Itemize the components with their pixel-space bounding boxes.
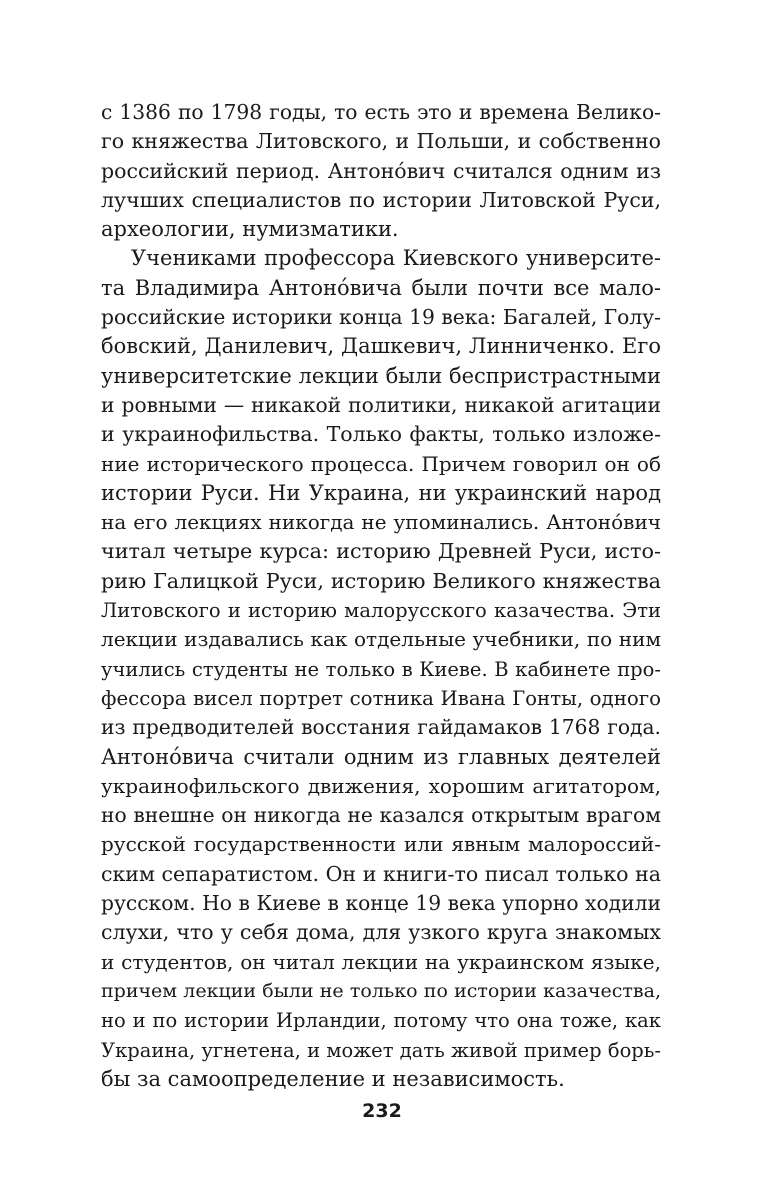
text-line: истории Руси. Ни Украина, ни украинский народ: [101, 480, 661, 505]
text-line: читал четыре курса: историю Древней Руси, исто-: [101, 539, 661, 564]
text-line: но и по истории Ирландии, потому что она тоже, как: [101, 1009, 661, 1033]
text-line: и студентов, он читал лекции на украинском языке,: [101, 949, 661, 974]
text-line: Литовского и историю малорусского казачества. Эти: [101, 599, 661, 623]
text-line: го княжества Литовского, и Польши, и собственно: [101, 129, 661, 154]
text-line: Украина, угнетена, и может дать живой пример борь-: [101, 1038, 661, 1062]
text-line: украинофильского движения, хорошим агитатором,: [101, 773, 661, 798]
text-line: ние исторического процесса. Причем говорил он об: [101, 451, 661, 476]
text-line: и украинофильства. Только факты, только изложе-: [101, 422, 661, 447]
page-number: 232: [362, 1100, 402, 1122]
text-line: Антоно́вича считали одним из главных деятелей: [101, 744, 661, 769]
text-line: лучших специалистов по истории Литовской Руси,: [101, 187, 661, 212]
text-line: с 1386 по 1798 годы, то есть это и времена Велико-: [101, 100, 661, 124]
text-line: ским сепаратистом. Он и книги-то писал только на: [101, 861, 661, 886]
text-line: учились студенты не только в Киеве. В кабинете про-: [101, 657, 661, 681]
text-line: из предводителей восстания гайдамаков 1768 года.: [101, 715, 661, 740]
text-line: российские историки конца 19 века: Багалей, Голу-: [101, 305, 661, 330]
text-line: бовский, Данилевич, Дашкевич, Линниченко. Его: [101, 334, 661, 359]
paragraph: [101, 98, 661, 244]
text-line: фессора висел портрет сотника Ивана Гонты, одного: [101, 686, 661, 710]
text-line: на его лекциях никогда не упоминались. Антоно́вич: [101, 510, 661, 535]
text-line: причем лекции были не только по истории казачества,: [101, 979, 661, 1002]
text-line: российский период. Антоно́вич считался одним из: [101, 158, 661, 183]
text-line: русской государственности или явным малороссий-: [101, 832, 661, 857]
text-line: русском. Но в Киеве в конце 19 века упорно ходили: [101, 891, 661, 916]
text-line: слухи, что у себя дома, для узкого круга знакомых: [101, 920, 661, 945]
text-line: археологии, нумизматики.: [101, 217, 399, 242]
paragraph: [101, 244, 661, 1094]
text-line: лекции издавались как отдельные учебники, по ним: [101, 627, 661, 652]
text-line: та Владимира Антоно́вича были почти все мало-: [101, 275, 661, 300]
body-text: [101, 98, 661, 1094]
text-line: рию Галицкой Руси, историю Великого княжества: [101, 568, 661, 593]
text-line: Учениками профессора Киевского университе-: [131, 246, 661, 271]
text-line: университетские лекции были беспристрастными: [101, 363, 661, 388]
text-line: и ровными — никакой политики, никакой агитации: [101, 392, 661, 417]
text-line: бы за самоопределение и независимость.: [101, 1066, 565, 1091]
text-line: но внешне он никогда не казался открытым врагом: [101, 803, 661, 828]
